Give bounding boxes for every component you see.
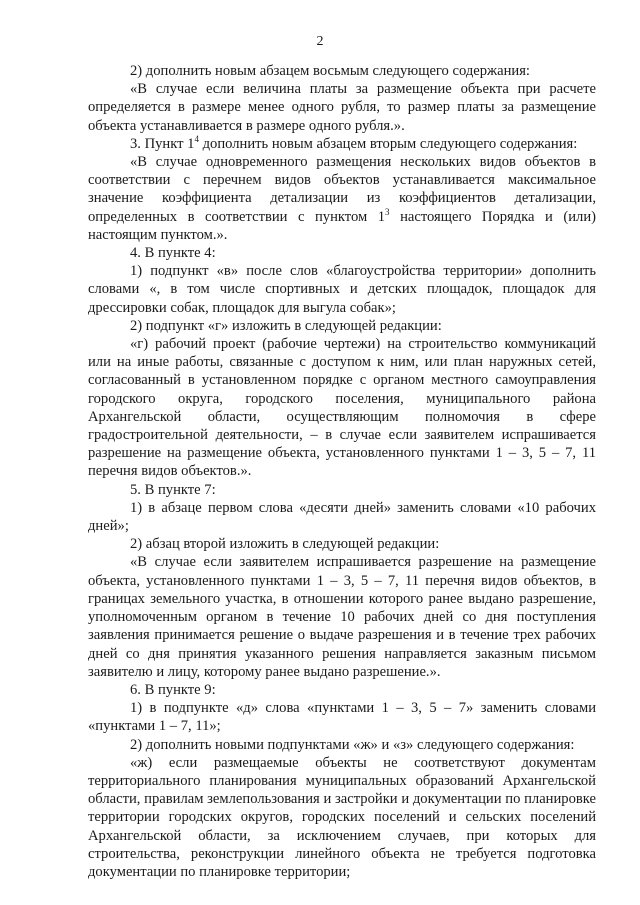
paragraph-6-heading: 6. В пункте 9: [130,681,216,698]
paragraph-3-text-after: дополнить новым абзацем вторым следующего содержания: [198,135,578,152]
paragraph-quote-permit-decision: «В случае если заявителем испрашивается разрешение на размещение объекта, установленного пунктами 1 – 3, 5 – 7, 11 перечня видов объектов, в границах земельного участка, в отношении которого ранее выдано разрешение, уполномоченным органом в течение 10 рабочих дней со дня поступления заявления принимается решение о выдаче разрешения и в течение трех рабочих дней со дня принятия указанного решения направляется заказным письмом заявителю и лицу, которому ранее выдано разрешение.». [88,554,596,680]
document-body [88,62,596,881]
paragraph-5-heading: 5. В пункте 7: [130,481,216,498]
paragraph-5-sub-2: 2) абзац второй изложить в следующей редакции: [130,536,440,553]
paragraph-quote-coefficient-after: настоящего Порядка и (или) настоящим пунктом.». [88,208,596,243]
paragraph-3-superscript: 4 [194,133,199,144]
paragraph-2-item: 2) дополнить новым абзацем восьмым следующего содержания: [130,63,530,79]
paragraph-6-sub-1: 1) в подпункте «д» слова «пунктами 1 – 3, 5 – 7» заменить словами «пунктами 1 – 7, 11»; [88,700,596,735]
paragraph-4-sub-2: 2) подпункт «г» изложить в следующей редакции: [130,317,442,334]
paragraph-6-sub-2: 2) дополнить новыми подпунктами «ж» и «з» следующего содержания: [130,736,575,753]
paragraph-quote-coefficient-before: «В случае одновременного размещения нескольких видов объектов в соответствии с перечнем видов объектов устанавливается максимальное значение коэффициента детализации из коэффициентов детализации, определенных в соответствии с пунктом 1 [88,154,596,225]
paragraph-quote-zh: «ж) если размещаемые объекты не соответствуют документам территориального планирования муниципальных образований Архангельской области, правилам землепользования и застройки и документации по планировке территории городских округов, городских поселений и сельских поселений Архангельской области, за исключением случаев, при которых для строительства, реконструкции линейного объекта не требуется подготовка документации по планировке территории; [88,754,596,880]
paragraph-4-heading: 4. В пункте 4: [130,245,216,262]
paragraph-quote-one-ruble: «В случае если величина платы за размещение объекта при расчете определяется в размере менее одного рубля, то размер платы за размещение объекта устанавливается в размере одного рубля.». [88,81,596,134]
paragraph-quote-coefficient-superscript: 3 [385,206,390,217]
paragraph-quote-coefficient [88,153,596,244]
paragraph-5-sub-1: 1) в абзаце первом слова «десяти дней» заменить словами «10 рабочих дней»; [88,499,596,535]
paragraph-4-sub-1: 1) подпункт «в» после слов «благоустройства территории» дополнить словами «, в том числе спортивных и детских площадок, площадок для дрессировки собак, площадок для выгула собак»; [88,263,596,316]
paragraph-quote-working-project: «г) рабочий проект (рабочие чертежи) на строительство коммуникаций или на иные работы, связанные с доступом к ним, или план наружных сетей, согласованный в установленном порядке с органом местного самоуправления городского округа, городского поселения, муниципального района Архангельской области, осуществляющим полномочия в сфере градостроительной деятельности, – в случае если заявителем испрашивается разрешение на размещение объекта, установленного пунктами 1 – 3, 5 – 7, 11 перечня видов объектов.». [88,336,596,480]
paragraph-3-item [88,135,596,153]
page-number: 2 [316,34,324,49]
paragraph-3-text-before: 3. Пункт 1 [130,135,195,152]
